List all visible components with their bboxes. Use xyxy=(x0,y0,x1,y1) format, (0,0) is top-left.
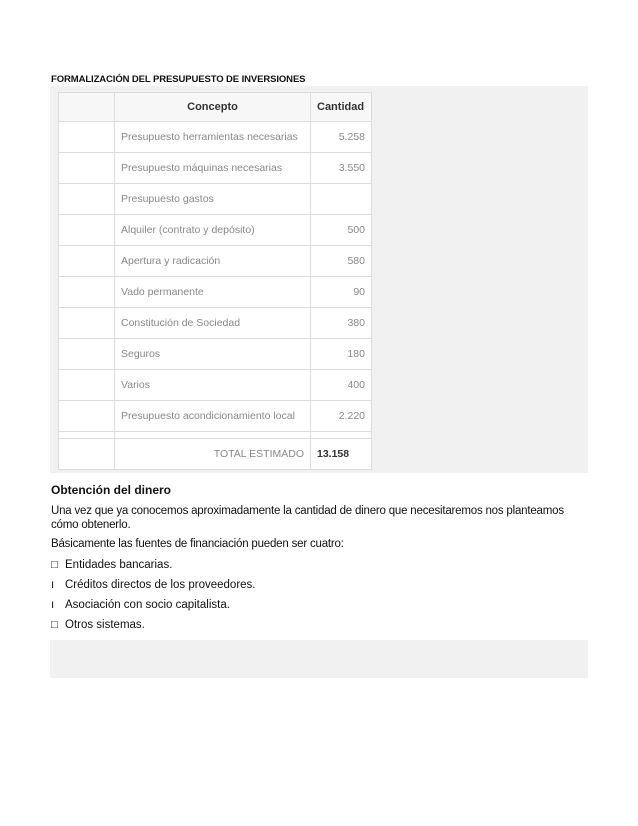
row-blank-cell xyxy=(59,277,115,308)
row-concept: Apertura y radicación xyxy=(115,246,311,277)
table-row xyxy=(59,308,372,339)
list-item xyxy=(51,599,230,611)
row-amount: 400 xyxy=(311,370,372,401)
row-amount: 90 xyxy=(311,277,372,308)
header-concept: Concepto xyxy=(115,93,311,122)
header-amount: Cantidad xyxy=(311,93,372,122)
list-item-text: Asociación con socio capitalista. xyxy=(65,599,230,611)
row-concept: Presupuesto herramientas necesarias xyxy=(115,122,311,153)
header-blank-cell xyxy=(59,93,115,122)
list-item-text: Otros sistemas. xyxy=(65,619,145,631)
bottom-panel xyxy=(50,640,588,678)
table-header-row xyxy=(59,93,372,122)
row-blank-cell xyxy=(59,401,115,432)
row-blank-cell xyxy=(59,339,115,370)
sources-intro: Básicamente las fuentes de financiación pueden ser cuatro: xyxy=(51,538,344,550)
row-amount: 380 xyxy=(311,308,372,339)
row-concept: Vado permanente xyxy=(115,277,311,308)
row-concept: Presupuesto acondicionamiento local xyxy=(115,401,311,432)
row-concept: Varios xyxy=(115,370,311,401)
row-blank-cell xyxy=(59,370,115,401)
row-concept: Constitución de Sociedad xyxy=(115,308,311,339)
row-blank-cell xyxy=(59,308,115,339)
intro-paragraph: Una vez que ya conocemos aproximadamente la cantidad de dinero que necesitaremos nos planteamos cómo obtenerlo. xyxy=(51,505,564,531)
row-blank-cell xyxy=(59,246,115,277)
list-item-text: Créditos directos de los proveedores. xyxy=(65,579,256,591)
list-item-text: Entidades bancarias. xyxy=(65,559,173,571)
total-value: 13.158 xyxy=(311,439,372,470)
table-row xyxy=(59,246,372,277)
checkbox-bullet-icon: □ xyxy=(51,559,58,571)
row-amount: 5.258 xyxy=(311,122,372,153)
row-amount: 2.220 xyxy=(311,401,372,432)
row-blank-cell xyxy=(59,215,115,246)
row-concept: Presupuesto máquinas necesarias xyxy=(115,153,311,184)
bar-bullet-icon: ı xyxy=(51,579,55,591)
table-row xyxy=(59,339,372,370)
table-row xyxy=(59,401,372,432)
table-spacer-row xyxy=(59,432,372,439)
row-concept: Seguros xyxy=(115,339,311,370)
row-concept: Alquiler (contrato y depósito) xyxy=(115,215,311,246)
section-title: FORMALIZACIÓN DEL PRESUPUESTO DE INVERSIONES xyxy=(51,74,306,85)
section-heading: Obtención del dinero xyxy=(51,483,172,497)
spacer-cell xyxy=(59,432,115,439)
row-amount: 3.550 xyxy=(311,153,372,184)
row-blank-cell xyxy=(59,153,115,184)
row-amount xyxy=(311,184,372,215)
row-blank-cell xyxy=(59,184,115,215)
list-item xyxy=(51,579,256,591)
checkbox-bullet-icon: □ xyxy=(51,619,58,631)
table-row xyxy=(59,370,372,401)
table-row xyxy=(59,215,372,246)
table-total-row xyxy=(59,439,372,470)
spacer-cell xyxy=(115,432,311,439)
row-amount: 180 xyxy=(311,339,372,370)
budget-table xyxy=(58,92,372,470)
row-amount: 500 xyxy=(311,215,372,246)
row-amount: 580 xyxy=(311,246,372,277)
list-item xyxy=(51,559,172,571)
total-blank-cell xyxy=(59,439,115,470)
list-item xyxy=(51,619,145,631)
table-row xyxy=(59,184,372,215)
table-row xyxy=(59,277,372,308)
bar-bullet-icon: ı xyxy=(51,599,55,611)
row-concept: Presupuesto gastos xyxy=(115,184,311,215)
spacer-cell xyxy=(311,432,372,439)
row-blank-cell xyxy=(59,122,115,153)
table-row xyxy=(59,153,372,184)
total-label: TOTAL ESTIMADO xyxy=(115,439,311,470)
table-row xyxy=(59,122,372,153)
